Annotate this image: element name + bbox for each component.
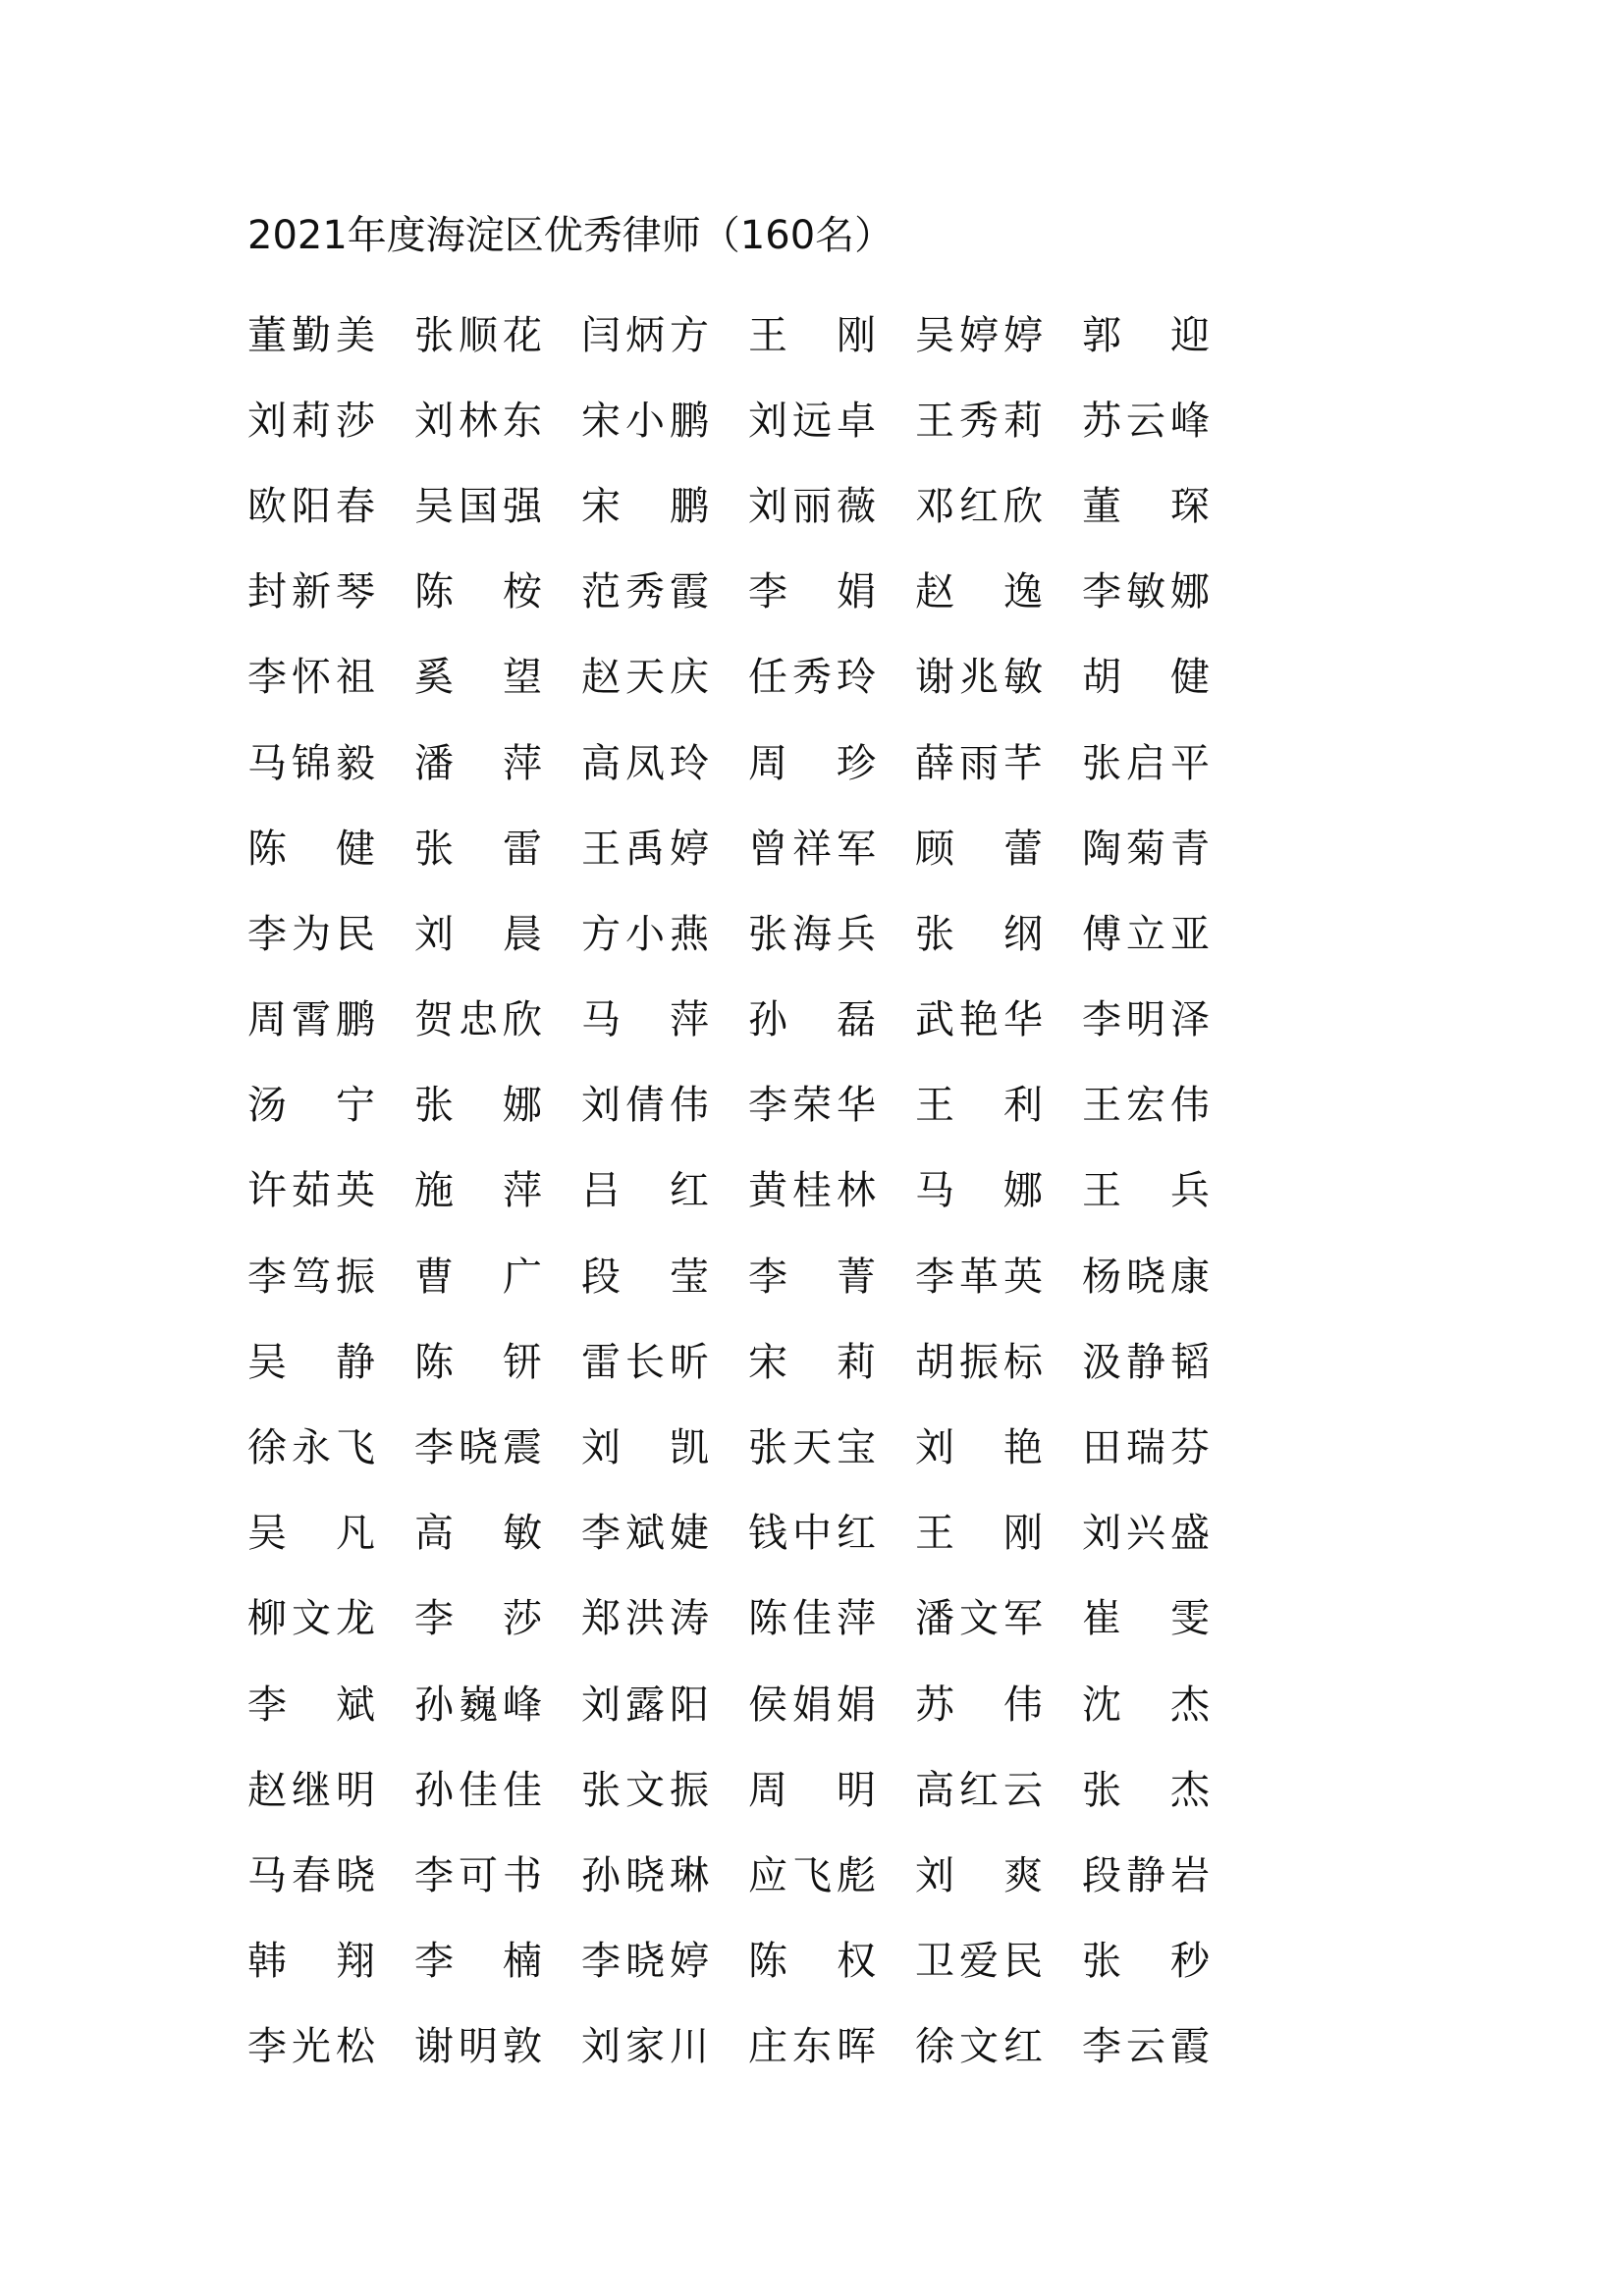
lawyer-name: 李 晓 震 xyxy=(414,1425,542,1471)
lawyer-name: 王 秀 莉 xyxy=(915,398,1043,444)
lawyer-name: 潘 文 军 xyxy=(915,1596,1043,1642)
lawyer-name: 李 晓 婷 xyxy=(581,1939,709,1985)
lawyer-name: 刘 莉 莎 xyxy=(247,398,375,444)
lawyer-name: 刘 倩 伟 xyxy=(581,1083,709,1129)
lawyer-name: 张 纲 xyxy=(915,911,1043,957)
name-row xyxy=(247,1148,1229,1234)
lawyer-name: 宋 莉 xyxy=(748,1339,876,1385)
lawyer-name: 陈 桉 xyxy=(414,569,542,615)
lawyer-name: 李 楠 xyxy=(414,1939,542,1985)
lawyer-name: 郭 迎 xyxy=(1082,312,1210,358)
lawyer-name: 谢 兆 敏 xyxy=(915,655,1043,701)
name-row xyxy=(247,721,1229,806)
lawyer-name: 潘 萍 xyxy=(414,740,542,786)
lawyer-name: 许 茹 英 xyxy=(247,1168,375,1214)
lawyer-name: 李 光 松 xyxy=(247,2024,375,2070)
lawyer-name: 赵 逸 xyxy=(915,569,1043,615)
lawyer-name: 宋 小 鹏 xyxy=(581,398,709,444)
lawyer-name: 陈 权 xyxy=(748,1939,876,1985)
name-row xyxy=(247,2004,1229,2090)
lawyer-name: 刘 丽 薇 xyxy=(748,483,876,529)
lawyer-name: 韩 翔 xyxy=(247,1939,375,1985)
name-row xyxy=(247,891,1229,977)
lawyer-name: 王 刚 xyxy=(748,312,876,358)
lawyer-name: 周 霄 鹏 xyxy=(247,997,375,1043)
name-row xyxy=(247,1234,1229,1319)
lawyer-name: 李 可 书 xyxy=(414,1852,542,1898)
lawyer-name: 封 新 琴 xyxy=(247,569,375,615)
lawyer-name: 雷 长 昕 xyxy=(581,1339,709,1385)
lawyer-name: 张 秒 xyxy=(1082,1939,1210,1985)
lawyer-name: 马 萍 xyxy=(581,997,709,1043)
lawyer-name: 陈 钘 xyxy=(414,1339,542,1385)
lawyer-name: 董 琛 xyxy=(1082,483,1210,529)
lawyer-name: 刘 兴 盛 xyxy=(1082,1511,1210,1557)
lawyer-name: 李 笃 振 xyxy=(247,1254,375,1300)
lawyer-name: 苏 云 峰 xyxy=(1082,398,1210,444)
name-row xyxy=(247,378,1229,463)
lawyer-name: 张 海 兵 xyxy=(748,911,876,957)
lawyer-name: 施 萍 xyxy=(414,1168,542,1214)
lawyer-name: 高 敏 xyxy=(414,1511,542,1557)
lawyer-name: 周 珍 xyxy=(748,740,876,786)
lawyer-name: 王 刚 xyxy=(915,1511,1043,1557)
lawyer-name: 段 莹 xyxy=(581,1254,709,1300)
lawyer-name: 胡 振 标 xyxy=(915,1339,1043,1385)
lawyer-name: 侯 娟 娟 xyxy=(748,1682,876,1728)
lawyer-name: 柳 文 龙 xyxy=(247,1596,375,1642)
lawyer-name: 吕 红 xyxy=(581,1168,709,1214)
lawyer-name: 邓 红 欣 xyxy=(915,483,1043,529)
lawyer-name: 杨 晓 康 xyxy=(1082,1254,1210,1300)
lawyer-name: 卫 爱 民 xyxy=(915,1939,1043,1985)
lawyer-name: 马 娜 xyxy=(915,1168,1043,1214)
name-row xyxy=(247,463,1229,549)
lawyer-name: 李 敏 娜 xyxy=(1082,569,1210,615)
lawyer-name: 汤 宁 xyxy=(247,1083,375,1129)
lawyer-name: 王 禹 婷 xyxy=(581,826,709,872)
lawyer-name: 陶 菊 青 xyxy=(1082,826,1210,872)
lawyer-name: 黄 桂 林 xyxy=(748,1168,876,1214)
lawyer-name: 陈 佳 萍 xyxy=(748,1596,876,1642)
lawyer-name: 曹 广 xyxy=(414,1254,542,1300)
lawyer-name: 贺 忠 欣 xyxy=(414,997,542,1043)
lawyer-name: 段 静 岩 xyxy=(1082,1852,1210,1898)
lawyer-name: 张 杰 xyxy=(1082,1767,1210,1813)
lawyer-name: 张 顺 花 xyxy=(414,312,542,358)
lawyer-name: 傅 立 亚 xyxy=(1082,911,1210,957)
lawyer-name: 李 莎 xyxy=(414,1596,542,1642)
lawyer-name: 吴 婷 婷 xyxy=(915,312,1043,358)
lawyer-name: 吴 静 xyxy=(247,1339,375,1385)
lawyer-name: 王 宏 伟 xyxy=(1082,1083,1210,1129)
lawyer-name: 孙 磊 xyxy=(748,997,876,1043)
name-row xyxy=(247,1063,1229,1148)
lawyer-name: 李 娟 xyxy=(748,569,876,615)
lawyer-name: 刘 林 东 xyxy=(414,398,542,444)
name-row xyxy=(247,1319,1229,1405)
lawyer-name: 李 怀 祖 xyxy=(247,655,375,701)
lawyer-name: 张 天 宝 xyxy=(748,1425,876,1471)
lawyer-name: 刘 晨 xyxy=(414,911,542,957)
lawyer-name: 刘 凯 xyxy=(581,1425,709,1471)
lawyer-name: 高 红 云 xyxy=(915,1767,1043,1813)
lawyer-name: 王 利 xyxy=(915,1083,1043,1129)
lawyer-name: 刘 艳 xyxy=(915,1425,1043,1471)
lawyer-name: 李 革 英 xyxy=(915,1254,1043,1300)
lawyer-name: 田 瑞 芬 xyxy=(1082,1425,1210,1471)
lawyer-name: 闫 炳 方 xyxy=(581,312,709,358)
lawyer-name: 应 飞 彪 xyxy=(748,1852,876,1898)
lawyer-name: 薛 雨 芊 xyxy=(915,740,1043,786)
lawyer-name: 吴 凡 xyxy=(247,1511,375,1557)
lawyer-name: 张 启 平 xyxy=(1082,740,1210,786)
lawyer-name: 高 凤 玲 xyxy=(581,740,709,786)
lawyer-name: 李 云 霞 xyxy=(1082,2024,1210,2070)
lawyer-name: 李 明 泽 xyxy=(1082,997,1210,1043)
name-row xyxy=(247,635,1229,721)
name-row xyxy=(247,293,1229,378)
name-row xyxy=(247,1662,1229,1747)
lawyer-name: 陈 健 xyxy=(247,826,375,872)
lawyer-name: 张 雷 xyxy=(414,826,542,872)
name-row xyxy=(247,1491,1229,1576)
lawyer-name: 张 文 振 xyxy=(581,1767,709,1813)
lawyer-name: 谢 明 敦 xyxy=(414,2024,542,2070)
lawyer-name: 孙 巍 峰 xyxy=(414,1682,542,1728)
lawyer-name: 曾 祥 军 xyxy=(748,826,876,872)
lawyer-name: 刘 爽 xyxy=(915,1852,1043,1898)
lawyer-name: 马 锦 毅 xyxy=(247,740,375,786)
lawyer-name: 方 小 燕 xyxy=(581,911,709,957)
lawyer-name: 胡 健 xyxy=(1082,655,1210,701)
lawyer-name: 庄 东 晖 xyxy=(748,2024,876,2070)
lawyer-name: 崔 雯 xyxy=(1082,1596,1210,1642)
lawyer-name: 苏 伟 xyxy=(915,1682,1043,1728)
lawyer-name: 孙 晓 琳 xyxy=(581,1852,709,1898)
name-row xyxy=(247,806,1229,891)
lawyer-name: 赵 继 明 xyxy=(247,1767,375,1813)
lawyer-name: 沈 杰 xyxy=(1082,1682,1210,1728)
name-row xyxy=(247,1405,1229,1490)
lawyer-name: 刘 露 阳 xyxy=(581,1682,709,1728)
lawyer-name: 马 春 晓 xyxy=(247,1852,375,1898)
lawyer-name: 奚 望 xyxy=(414,655,542,701)
lawyer-name: 李 荣 华 xyxy=(748,1083,876,1129)
lawyer-name: 徐 文 红 xyxy=(915,2024,1043,2070)
name-row xyxy=(247,1576,1229,1662)
name-row xyxy=(247,1833,1229,1918)
lawyer-name: 王 兵 xyxy=(1082,1168,1210,1214)
lawyer-name: 董 勤 美 xyxy=(247,312,375,358)
lawyer-name: 吴 国 强 xyxy=(414,483,542,529)
name-row xyxy=(247,1919,1229,2004)
lawyer-name-list xyxy=(247,293,1229,2090)
lawyer-name: 李 为 民 xyxy=(247,911,375,957)
lawyer-name: 任 秀 玲 xyxy=(748,655,876,701)
lawyer-name: 徐 永 飞 xyxy=(247,1425,375,1471)
lawyer-name: 周 明 xyxy=(748,1767,876,1813)
lawyer-name: 张 娜 xyxy=(414,1083,542,1129)
lawyer-name: 刘 家 川 xyxy=(581,2024,709,2070)
lawyer-name: 李 菁 xyxy=(748,1254,876,1300)
lawyer-name: 郑 洪 涛 xyxy=(581,1596,709,1642)
name-row xyxy=(247,550,1229,635)
lawyer-name: 顾 蕾 xyxy=(915,826,1043,872)
lawyer-name: 李 斌 xyxy=(247,1682,375,1728)
document-title: 2021年度海淀区优秀律师（160名） xyxy=(247,213,894,258)
lawyer-name: 宋 鹏 xyxy=(581,483,709,529)
lawyer-name: 欧 阳 春 xyxy=(247,483,375,529)
lawyer-name: 范 秀 霞 xyxy=(581,569,709,615)
lawyer-name: 刘 远 卓 xyxy=(748,398,876,444)
lawyer-name: 李 斌 婕 xyxy=(581,1511,709,1557)
name-row xyxy=(247,1747,1229,1833)
lawyer-name: 孙 佳 佳 xyxy=(414,1767,542,1813)
name-row xyxy=(247,978,1229,1063)
lawyer-name: 汲 静 韬 xyxy=(1082,1339,1210,1385)
lawyer-name: 武 艳 华 xyxy=(915,997,1043,1043)
lawyer-name: 钱 中 红 xyxy=(748,1511,876,1557)
lawyer-name: 赵 天 庆 xyxy=(581,655,709,701)
